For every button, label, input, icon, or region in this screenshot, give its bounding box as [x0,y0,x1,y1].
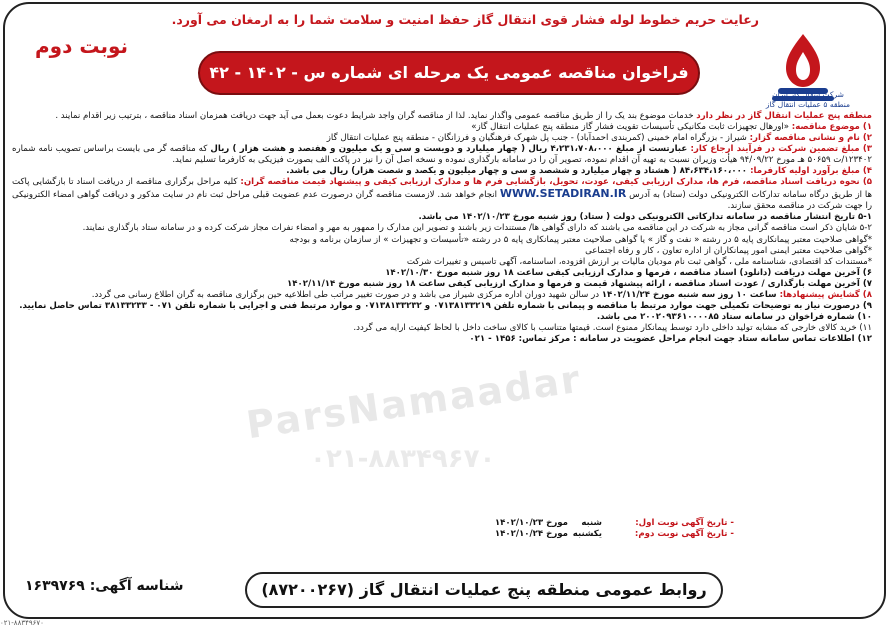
tender-title: فراخوان مناقصه عمومی یک مرحله ای شماره س - ۱۴۰۲ - ۴۲ [198,51,700,95]
item-opening: ۸) گشایش پیشنهادها: ساعت ۱۰ روز سه شنبه مورخ ۱۴۰۲/۱۱/۲۴ در سالن شهید دوران اداره مرکزی شیراز می باشد و در صورت تغییر مراتب طی اطلاعیه حین برگزاری مناقصه به گران اطلاع رسانی می گردد. [91,289,872,300]
cert-item: *گواهی صلاحیت معتبر ایمنی امور پیمانکاران از اداره تعاون ، کار و رفاه اجتماعی [585,245,872,256]
item-estimate: ۴) مبلغ برآورد اولیه کارفرما: ۸۴،۶۳۴،۱۶۰،۰۰۰ ( هشتاد و چهار میلیارد و ششصد و سی و چهار میلیون و یکصد و شصت هزار) ریال می باشد. [286,166,872,177]
safety-slogan: رعایت حریم خطوط لوله فشار قوی انتقال گاز حفظ امنیت و سلامت شما را به ارمغان می آورد. [171,12,759,27]
corner-phone: ۰۲۱-۸۸۳۴۹۶۷۰ [0,619,44,627]
cert-item: *گواهی صلاحیت معتبر پیمانکاری پایه ۵ در رشته « نفت و گاز » یا گواهی صلاحیت معتبر پیمانکاری پایه ۵ در رشته «تأسیسات و تجهیزات » از سازمان برنامه و بودجه [289,234,872,245]
item-download-deadline: ۶) آخرین مهلت دریافت (دانلود) اسناد مناقصه ، فرمها و مدارک ارزیابی کیفی ساعت ۱۸ روز شنبه مورخ ۱۴۰۲/۱۰/۳۰ [385,267,872,278]
item-employer: ۲) نام و نشانی مناقصه گزار: شیراز - بزرگراه امام خمینی (کمربندی احمدآباد) - جنب پل شهرک فرهنگیان و فرزانگان - منطقه پنج عملیات انتقال گاز [326,133,872,144]
first-publication: - تاریخ آگهی نوبت اول:شنبهمورخ ۱۴۰۲/۱۰/۲۳ [494,518,734,528]
item-setad-support: ۱۲) اطلاعات تماس سامانه ستاد جهت انجام مراحل عضویت در سامانه : مرکز تماس: ۱۴۵۶ - ۰۲۱ [469,333,872,344]
second-round-label: نوبت دوم [35,34,129,58]
ad-number: شناسه آگهی: ۱۶۳۹۷۶۹ [25,578,184,594]
cert-item: *مستندات کد اقتصادی، شناسنامه ملی ، گواهی ثبت نام مودیان مالیات بر ارزش افزوده، اساسنامه، آگهی تاسیس و تغییرات شرکت [406,256,872,267]
item-setad-number: ۱۰) شماره فراخوان در سامانه ستاد ۲۰۰۲۰۹۳۶۱۰۰۰۰۸۵ می باشد. [596,311,872,322]
public-relations-box: روابط عمومی منطقه پنج عملیات انتقال گاز (۸۷۲۰۰۲۶۷) [245,572,723,608]
watermark: ParsNamaadar [243,356,585,448]
item-contact: ۹) درصورت نیاز به توضیحات تکمیلی جهت موارد مرتبط با مناقصه و پیمانی با شماره تلفن ۰۷۱۳۸۱۳۳۲۱۹ و ۰۷۱۳۸۱۳۳۲۳۲ و موارد مرتبط فنی و اجرایی با شماره تلفن ۰۷۱ - ۳۸۱۳۳۲۳۳ تماس حاصل نمایید. [19,300,872,311]
tender-body [12,111,872,345]
second-publication: - تاریخ آگهی نوبت دوم:یکشنبهمورخ ۱۴۰۲/۱۰/۲۴ [494,529,734,539]
item-procedure: ۵) نحوه دریافت اسناد مناقصه، فرم ها، مدارک ارزیابی کیفی، عودت، تحویل، بازگشایی فرم ها و مدارک ارزیابی کیفی و پیشنهاد قیمت مناقصه گران: کلیه مراحل برگزاری مناقصه از دریافت اسناد تا بازگشایی پاکت ها از طریق درگاه سامانه تدارکات الکترونیکی دولت (ستاد) به آدرس WWW.SETADIRAN.IR انجام خواهد شد. لازمست مناقصه گران درصورت عدم عضویت قبلی مراحل ثبت نام در سایت مذکور و دریافت گواهی امضاء الکترونیکی را جهت شرکت در مناقصه محقق سازند. [12,177,873,212]
intro-paragraph: منطقه پنج عملیات انتقال گاز در نظر دارد خدمات موضوع بند یک را از طریق مناقصه عمومی واگذار نماید. لذا از مناقصه گران واجد شرایط دعوت بعمل می آید جهت دریافت همزمان اسناد مناقصه ، بترتیب زیر اقدام نمایند . [55,111,872,121]
setad-link[interactable]: WWW.SETADIRAN.IR [499,187,627,201]
item-eligibility: ۵-۲ شایان ذکر است مناقصه گرانی مجاز به شرکت در این مناقصه می باشند که دارای گواهی ها/ مستندات زیر باشند و تصویر این مدارک را ممهور به مهر و امضاء نفرات مجاز شرکت کرده و در سامانه ستاد بارگذاری نمایند. [82,223,872,234]
logo-caption: شرکت انتقال گاز ایران منطقه ۵ عملیات انتقال گاز [765,90,851,109]
item-subject: ۱) موضوع مناقصه: «اورهال تجهیزات ثابت مکانیکی تأسیسات تقویت فشار گاز منطقه پنج عملیات انتقال گاز» [471,122,872,133]
publication-dates [495,518,734,540]
item-domestic-goods: ۱۱) خرید کالای خارجی که مشابه تولید داخلی دارد توسط پیمانکار ممنوع است. قیمتها متناسب با کالای ساخت داخل با لحاظ کیفیت ارایه می گردد. [353,322,872,333]
watermark-phone: ۰۲۱-۸۸۳۴۹۶۷۰ [310,444,496,474]
item-publish-date: ۵-۱ تاریخ انتشار مناقصه در سامانه تدارکاتی الکترونیکی دولت ( ستاد) روز شنبه مورخ ۱۴۰۲/۱۰/۲۳ می باشد. [418,212,872,223]
item-submit-deadline: ۷) آخرین مهلت بارگذاری / عودت اسناد مناقصه ، ارائه پیشنهاد قیمت و فرمها و مدارک ارزیابی کیفی ساعت ۱۸ روز شنبه مورخ ۱۴۰۲/۱۱/۱۴ [287,278,872,289]
item-guarantee: ۳) مبلغ تضمین شرکت در فرآیند ارجاع کار: عبارتست از مبلغ ۴،۲۳۱،۷۰۸،۰۰۰ ریال ( چهار میلیارد و دویست و سی و یک میلیون و هفتصد و هشت هزار ) ریال که مناقصه گر می بایست براساس تصویب نامه شماره ۱۲۳۴۰۲/ت ۵۰۶۵۹ هـ مورخ ۹۴/۰۹/۲۲ هیأت وزیران نسبت به تهیه آن اقدام نموده، تصویر آن را در سامانه بارگذاری نموده و نسخه اصل آن را نیز در پاکت الف بصورت فیزیکی به کارفرما تسلیم نماید. [12,144,873,166]
ad-frame [3,2,886,619]
